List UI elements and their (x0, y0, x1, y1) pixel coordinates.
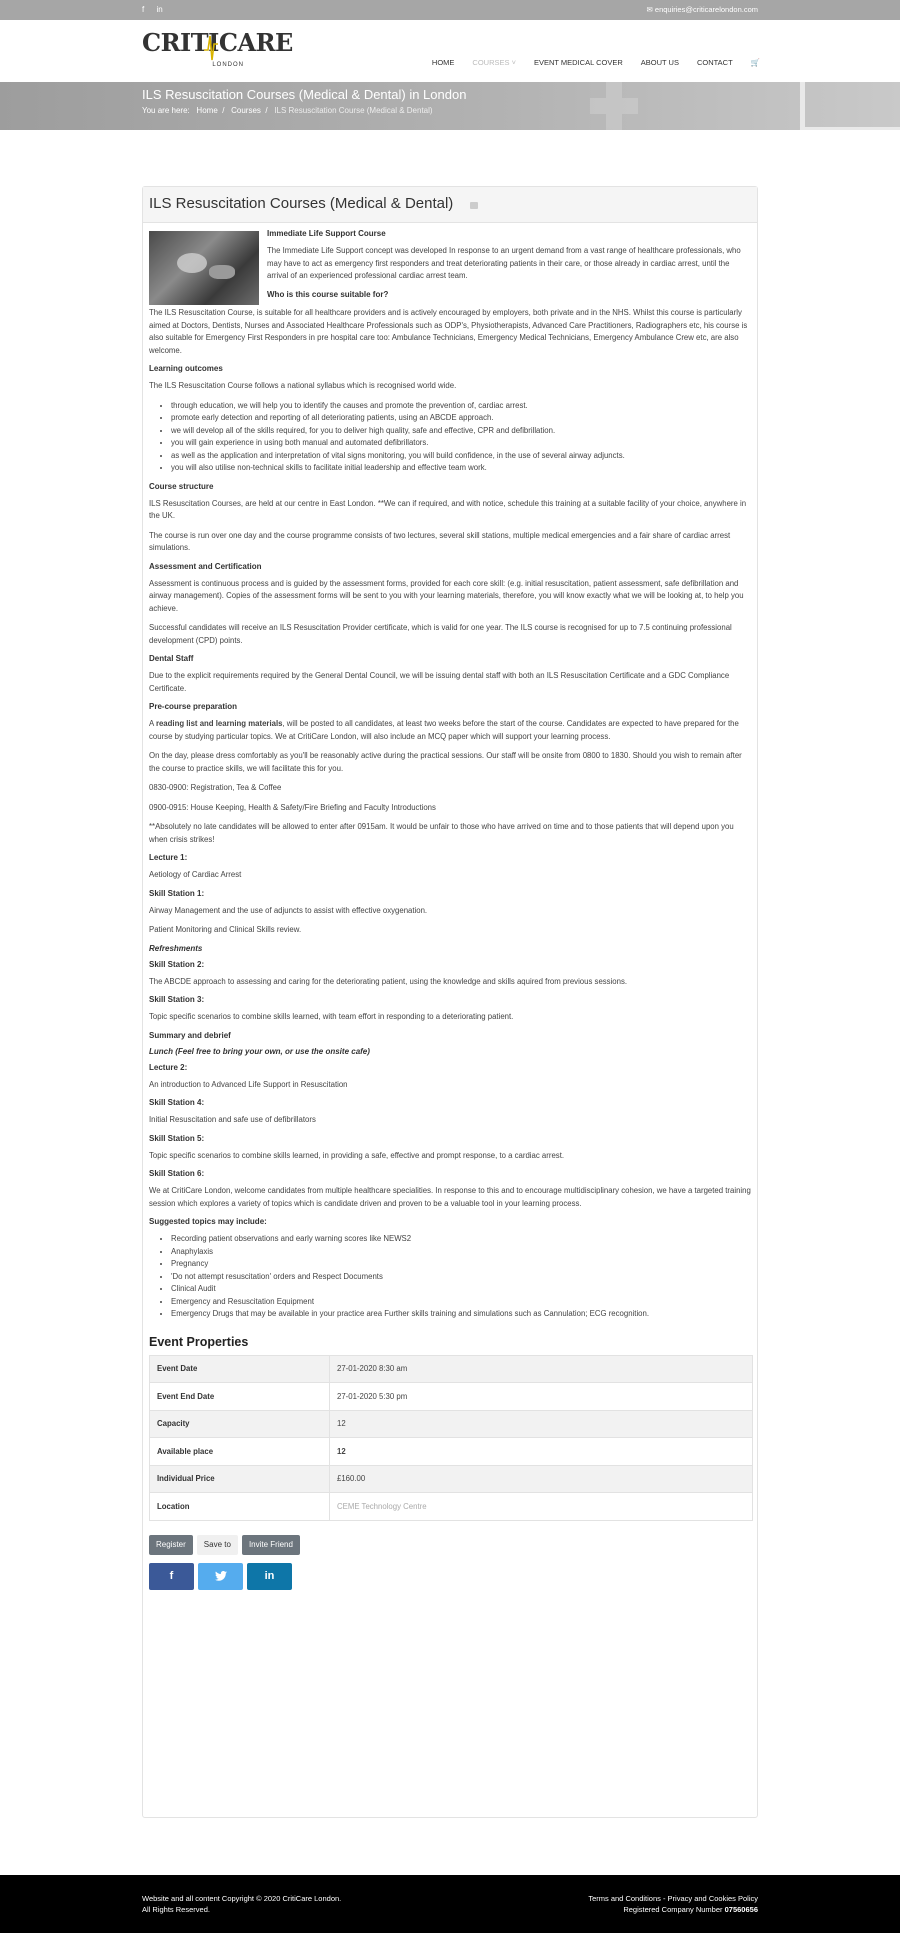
heading-lecture-1: Lecture 1: (149, 853, 188, 862)
nav-courses[interactable]: COURSES ˅ (472, 58, 516, 67)
heading-lunch: Lunch (Feel free to bring your own, or use the onsite cafe) (149, 1046, 370, 1056)
list-item: • promote early detection and reporting of all deteriorating patients, using an ABCDE approach. (171, 412, 751, 425)
logo[interactable] (142, 28, 293, 74)
paragraph-lecture-2: An introduction to Advanced Life Support in Resuscitation (149, 1079, 348, 1089)
copyright-line-2: All Rights Reserved. (142, 1905, 210, 1914)
heading-structure: Course structure (149, 481, 214, 491)
event-properties-title: Event Properties (149, 1334, 249, 1349)
heading-skill-station-6: Skill Station 6: (149, 1169, 205, 1178)
panel-header (143, 187, 757, 223)
medical-cross-decoration (590, 82, 638, 130)
paragraph-intro: The Immediate Life Support concept was developed In response to an urgent demand from a vast range of healthcare professionals, who may have to act as emergency first responders and treat deteriorating patients in their care, or those already in cardiac arrest, until the arrival of an experienced professional cardiac arrest team. (267, 246, 741, 280)
list-item: • you will also utilise non-technical skills to facilitate initial leadership and effective team work. (171, 462, 751, 475)
nav-event-medical-cover[interactable]: EVENT MEDICAL COVER (533, 58, 623, 67)
heading-suitable: Who is this course suitable for? (267, 289, 389, 299)
table-row (150, 1465, 753, 1493)
paragraph-skill-station-1a: Airway Management and the use of adjuncts to assist with effective oxygenation. (149, 905, 428, 915)
main-nav (432, 58, 760, 67)
nav-about-us[interactable]: ABOUT US (640, 58, 679, 67)
breadcrumb (142, 106, 433, 115)
table-row (150, 1383, 753, 1411)
twitter-icon (215, 1571, 227, 1581)
heading-intro: Immediate Life Support Course (267, 229, 386, 238)
available-place-label: Available place (150, 1438, 330, 1466)
course-description (143, 223, 757, 1590)
individual-price-label: Individual Price (150, 1465, 330, 1493)
event-end-date-label: Event End Date (150, 1383, 330, 1411)
facebook-share-button[interactable] (149, 1563, 194, 1590)
paragraph-outcomes: The ILS Resuscitation Course follows a national syllabus which is recognised world wide. (149, 381, 457, 390)
page-title: ILS Resuscitation Courses (Medical & Dental) (149, 195, 454, 212)
registered-company (588, 1904, 758, 1915)
topics-list (171, 1233, 751, 1321)
heading-skill-station-4: Skill Station 4: (149, 1098, 205, 1107)
banner-title: ILS Resuscitation Courses (Medical & Dental) in London (142, 87, 467, 102)
registered-label: Registered Company Number (623, 1905, 723, 1914)
breadcrumb-separator: / (222, 106, 225, 115)
available-place-value: 12 (330, 1438, 753, 1466)
paragraph-skill-station-6: We at CritiCare London, welcome candidates from multiple healthcare specialities. In response to this and to encourage multidisciplinary cohesion, we have a targeted training session which explores a variety of topics which is candidate driven and proven to be a valuable tool in your learning process. (149, 1186, 751, 1208)
paragraph-skill-station-1b: Patient Monitoring and Clinical Skills review. (149, 925, 302, 934)
heartbeat-icon (204, 30, 218, 64)
event-date-value: 27-01-2020 8:30 am (330, 1355, 753, 1383)
facebook-icon: f (169, 1570, 174, 1582)
print-icon[interactable] (470, 202, 478, 209)
terms-privacy-link[interactable]: Terms and Conditions - Privacy and Cookies Policy (588, 1894, 758, 1903)
basket-icon[interactable]: 🛒 (750, 58, 760, 67)
course-photo (149, 231, 259, 305)
list-item: • you will gain experience in using both manual and automated defibrillators. (171, 437, 751, 450)
register-button[interactable]: Register (149, 1535, 193, 1555)
linkedin-icon: in (264, 1570, 275, 1582)
paragraph-skill-station-5: Topic specific scenarios to combine skills learned, in providing a safe, effective and prompt response, to a cardiac arrest. (149, 1150, 565, 1160)
heading-dental: Dental Staff (149, 654, 194, 663)
page-banner (0, 82, 900, 130)
frame-decoration (800, 82, 900, 130)
heading-refreshments: Refreshments (149, 943, 203, 953)
social-links (142, 5, 173, 14)
list-item: • Clinical Audit (171, 1283, 751, 1296)
paragraph-pre-course-1 (149, 718, 751, 743)
paragraph-structure-2: The course is run over one day and the course programme consists of two lectures, several skill stations, multiple medical emergencies and a fair share of cardiac arrest simulations. (149, 530, 731, 552)
paragraph-assessment-1: Assessment is continuous process and is guided by the assessment forms, provided for each core skill: (e.g. initial resuscitation, patient assessment, safe defibrillation and airway management). Copies of the assessment forms will be sent to you with your learning materials, therefore, you will know exactly what we will be looking at, to help you achieve. (149, 578, 744, 613)
paragraph-late-policy: **Absolutely no late candidates will be allowed to enter after 0915am. It would be unfair to those who have arrived on time and to those patients that will depend upon you when crisis strikes! (149, 822, 734, 844)
site-header (0, 20, 900, 82)
list-item: • Emergency Drugs that may be available in your practice area Further skills training and simulations such as Cannulation; ECG recognition. (171, 1308, 751, 1321)
logo-brand-right: CARE (218, 28, 293, 57)
invite-friend-button[interactable]: Invite Friend (242, 1535, 300, 1555)
list-item: • we will develop all of the skills required, for you to deliver high quality, safe and effective, CPR and defibrillation. (171, 425, 751, 438)
linkedin-share-button[interactable] (247, 1563, 292, 1590)
paragraph-assessment-2: Successful candidates will receive an ILS Resuscitation Provider certificate, which is valid for one year. The ILS course is recognised for up to 7.5 continuing professional development (CPD) points. (149, 623, 732, 645)
nav-home[interactable]: HOME (431, 58, 455, 67)
heading-pre-course: Pre-course preparation (149, 702, 238, 711)
list-item: • through education, we will help you to identify the causes and promote the prevention of, cardiac arrest. (171, 400, 751, 413)
capacity-value: 12 (330, 1410, 753, 1438)
paragraph-structure-1: ILS Resuscitation Courses, are held at our centre in East London. **We can if required, and with notice, schedule this training at a suitable facility of your choice, anywhere in the UK. (149, 498, 747, 520)
paragraph-suitable: The ILS Resuscitation Course, is suitable for all healthcare providers and is actively encouraged by employers, both private and in the NHS. Whilst this course is particularly aimed at Doctors, Dentists, Nurses and Associated Healthcare Professionals such as ODP's, Physiotherapists, Advanced Care Practitioners, Radiographers etc, his course is also suitable for Emergency First Responders in pre hospital care too: Ambulance Technicians, Emergency Medical Technicians, Emergency Ambulance Crew etc, are also welcome. (149, 308, 748, 355)
site-footer (0, 1875, 900, 1933)
table-row (150, 1355, 753, 1383)
heading-outcomes: Learning outcomes (149, 364, 223, 373)
twitter-share-button[interactable] (198, 1563, 243, 1590)
table-row (150, 1438, 753, 1466)
breadcrumb-current: ILS Resuscitation Course (Medical & Dental) (274, 106, 433, 115)
paragraph-lecture-1: Aetiology of Cardiac Arrest (149, 870, 242, 879)
action-buttons (149, 1535, 751, 1555)
text-run: A (149, 719, 156, 728)
heading-skill-station-3: Skill Station 3: (149, 995, 205, 1004)
nav-contact[interactable]: CONTACT (696, 58, 733, 67)
list-item: • Pregnancy (171, 1258, 751, 1271)
facebook-icon[interactable]: f (142, 5, 145, 14)
list-item: • Emergency and Resuscitation Equipment (171, 1296, 751, 1309)
capacity-label: Capacity (150, 1410, 330, 1438)
breadcrumb-separator: / (265, 106, 268, 115)
heading-skill-station-2: Skill Station 2: (149, 959, 205, 969)
share-buttons (149, 1563, 751, 1590)
save-to-button[interactable]: Save to (197, 1535, 238, 1555)
heading-skill-station-5: Skill Station 5: (149, 1133, 205, 1143)
email-link[interactable]: ✉ enquiries@criticarelondon.com (646, 5, 758, 14)
reading-list-emphasis: reading list and learning materials (155, 719, 283, 728)
linkedin-icon[interactable]: in (156, 5, 163, 14)
top-bar (0, 0, 900, 20)
footer-legal (588, 1893, 758, 1915)
list-item: • Recording patient observations and early warning scores like NEWS2 (171, 1233, 751, 1246)
paragraph-pre-course-2: On the day, please dress comfortably as you'll be reasonably active during the practical sessions. Our staff will be onsite from 0800 to 1830. Should you wish to remain after the course to practice skills, we will facilitate this for you. (149, 751, 742, 773)
copyright-line-1: Website and all content Copyright © 2020 CritiCare London. (142, 1894, 342, 1903)
event-properties-table (149, 1355, 753, 1521)
event-end-date-value: 27-01-2020 5:30 pm (330, 1383, 753, 1411)
timetable-housekeeping: 0900-0915: House Keeping, Health & Safety/Fire Briefing and Faculty Introductions (149, 802, 436, 812)
heading-topics: Suggested topics may include: (149, 1217, 267, 1226)
list-item: • as well as the application and interpretation of vital signs monitoring, you will build confidence, in the use of several airway adjuncts. (171, 450, 751, 463)
heading-assessment: Assessment and Certification (149, 561, 262, 571)
timetable-registration: 0830-0900: Registration, Tea & Coffee (149, 783, 282, 792)
event-date-label: Event Date (150, 1355, 330, 1383)
location-label: Location (150, 1493, 330, 1521)
heading-skill-station-1: Skill Station 1: (149, 888, 205, 898)
breadcrumb-prefix: You are here: (142, 106, 190, 115)
logo-sub: LONDON (212, 62, 244, 68)
heading-summary: Summary and debrief (149, 1030, 231, 1040)
breadcrumb-courses[interactable]: Courses (231, 106, 261, 115)
location-link[interactable]: CEME Technology Centre (330, 1493, 753, 1521)
heading-lecture-2: Lecture 2: (149, 1062, 188, 1072)
table-row (150, 1493, 753, 1521)
breadcrumb-home[interactable]: Home (196, 106, 218, 115)
list-item: • 'Do not attempt resuscitation' orders and Respect Documents (171, 1271, 751, 1284)
individual-price-value: £160.00 (330, 1465, 753, 1493)
text-run: , will be posted to all candidates, at least two weeks before the start of the course. Candidates are expected to have prepared for the course by studying particular topics. We at CritiCare London, will also include an MCQ paper which will support your learning process. (149, 719, 739, 741)
list-item: • Anaphylaxis (171, 1246, 751, 1259)
paragraph-skill-station-4: Initial Resuscitation and safe use of defibrillators (149, 1115, 316, 1124)
paragraph-skill-station-3: Topic specific scenarios to combine skills learned, with team effort in responding to a deteriorating patient. (149, 1012, 514, 1021)
logo-brand-left: CRITI (142, 28, 219, 57)
course-panel (142, 186, 758, 1818)
footer-copyright (142, 1893, 341, 1915)
paragraph-dental: Due to the explicit requirements required by the General Dental Council, we will be issuing dental staff with both an ILS Resuscitation Certificate and a GDC Compliance Certificate. (149, 671, 730, 693)
registered-number: 07560656 (724, 1905, 758, 1914)
outcomes-list (171, 400, 751, 475)
table-row (150, 1410, 753, 1438)
paragraph-skill-station-2: The ABCDE approach to assessing and caring for the deteriorating patient, using the knowledge and skills aquired from previous sessions. (149, 976, 628, 986)
